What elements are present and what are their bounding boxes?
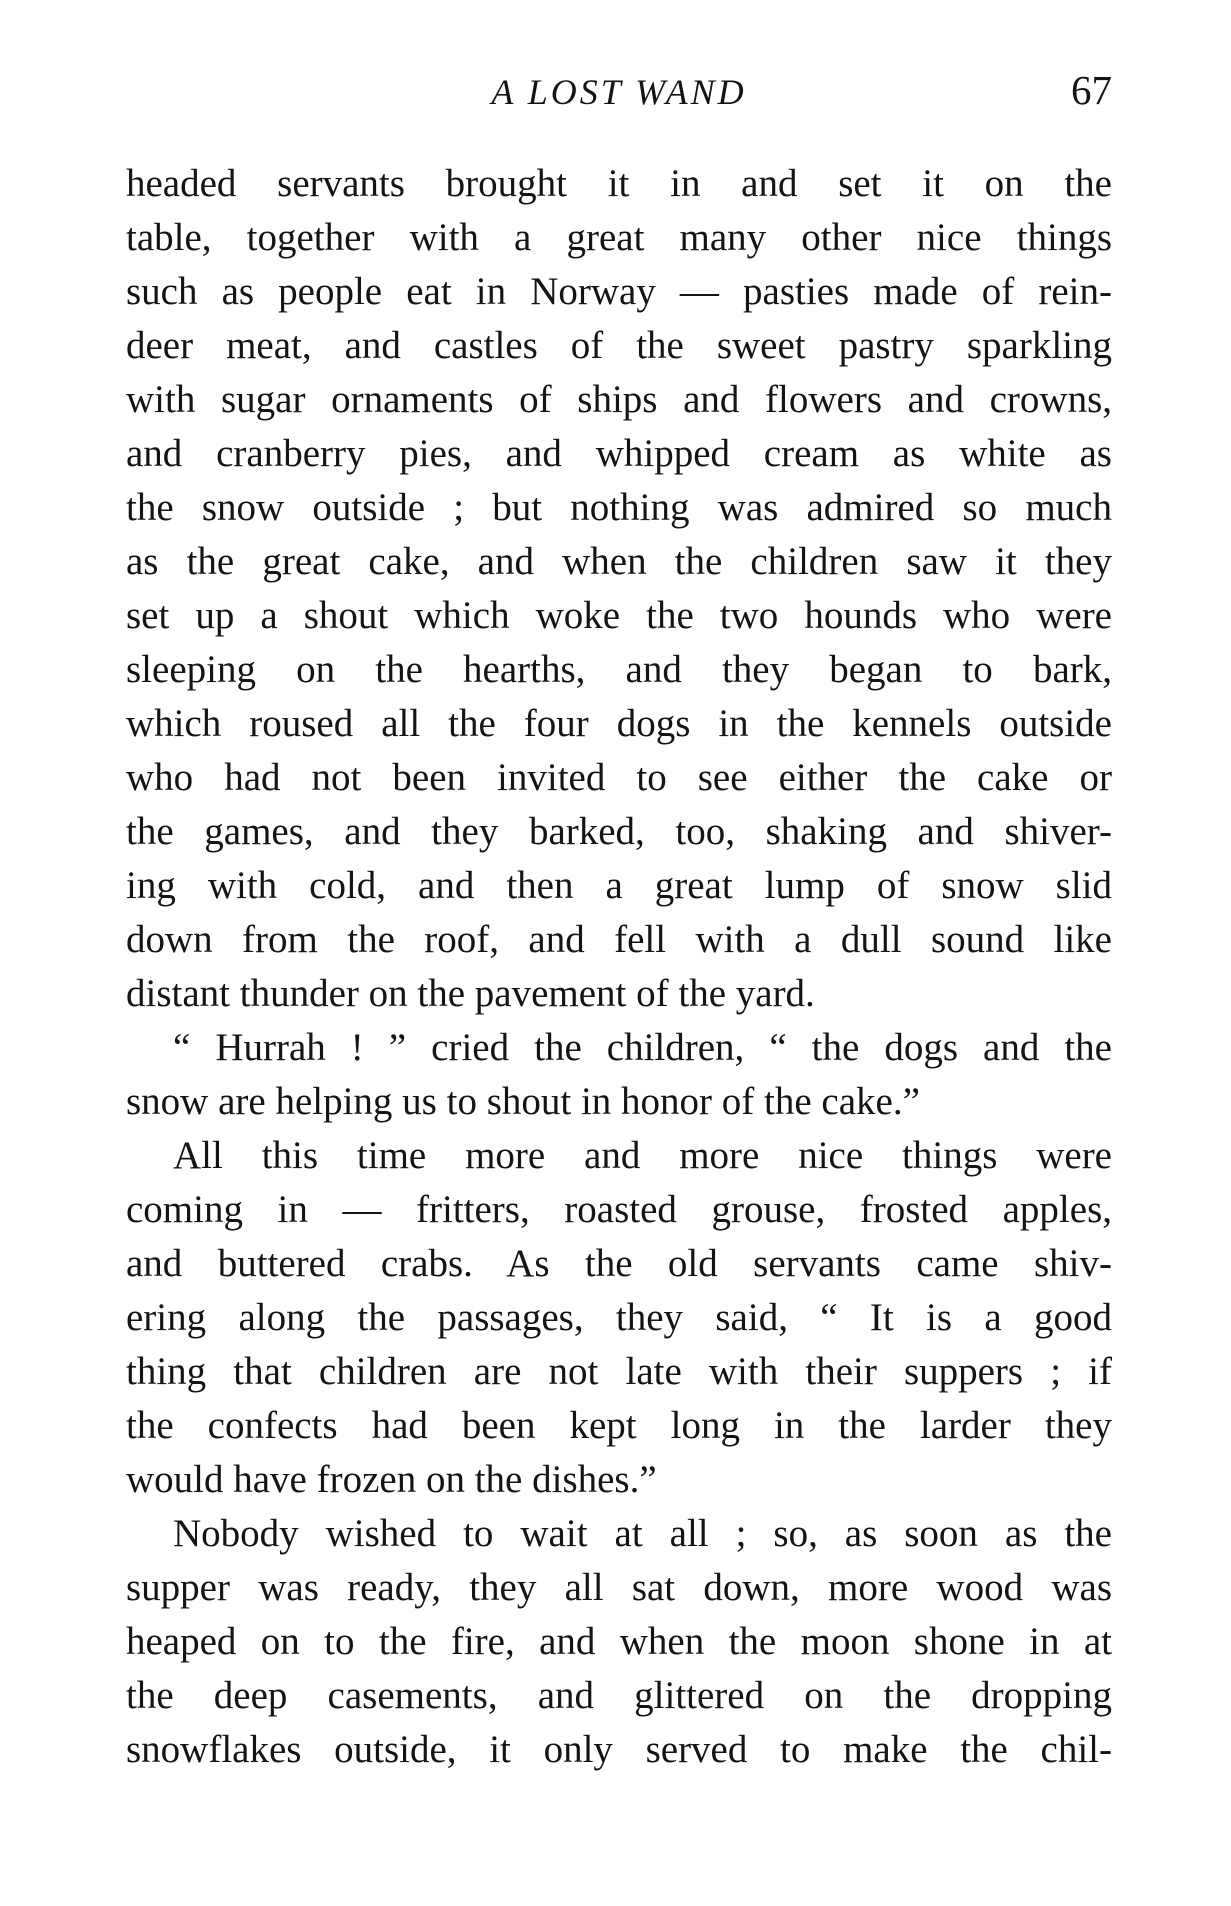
text-line: distant thunder on the pavement of the yard. bbox=[126, 972, 815, 1015]
text-line: would have frozen on the dishes.” bbox=[126, 1458, 657, 1501]
running-head bbox=[126, 60, 1112, 120]
text-line: and cranberry pies, and whipped cream as white as bbox=[126, 432, 1112, 475]
text-line: “ Hurrah ! ” cried the children, “ the dogs and the bbox=[173, 1026, 1112, 1069]
text-line: as the great cake, and when the children saw it they bbox=[126, 540, 1112, 583]
text-line: Nobody wished to wait at all ; so, as soon as the bbox=[173, 1512, 1112, 1555]
text-line: heaped on to the fire, and when the moon shone in at bbox=[126, 1620, 1112, 1663]
text-line: snow are helping us to shout in honor of the cake.” bbox=[126, 1080, 920, 1123]
text-line: headed servants brought it in and set it on the bbox=[126, 162, 1112, 205]
text-line: supper was ready, they all sat down, more wood was bbox=[126, 1566, 1112, 1609]
text-line: set up a shout which woke the two hounds who were bbox=[126, 594, 1112, 637]
paragraph bbox=[126, 1507, 1112, 1777]
text-line: the games, and they barked, too, shaking and shiver- bbox=[126, 810, 1112, 853]
text-line: such as people eat in Norway — pasties made of rein- bbox=[126, 270, 1112, 313]
text-line: table, together with a great many other nice things bbox=[126, 216, 1112, 259]
text-line: All this time more and more nice things were bbox=[173, 1134, 1112, 1177]
page-number: 67 bbox=[1071, 67, 1112, 113]
text-line: ing with cold, and then a great lump of snow slid bbox=[126, 864, 1112, 907]
text-line: the confects had been kept long in the larder they bbox=[126, 1404, 1112, 1447]
paragraph bbox=[126, 157, 1112, 1021]
paragraph bbox=[126, 1129, 1112, 1507]
text-line: snowflakes outside, it only served to make the chil- bbox=[126, 1728, 1112, 1771]
text-line: the snow outside ; but nothing was admired so much bbox=[126, 486, 1112, 529]
text-line: with sugar ornaments of ships and flowers and crowns, bbox=[126, 378, 1112, 421]
paragraph bbox=[126, 1021, 1112, 1129]
text-line: coming in — fritters, roasted grouse, frosted apples, bbox=[126, 1188, 1112, 1231]
text-line: ering along the passages, they said, “ It is a good bbox=[126, 1296, 1112, 1339]
text-line: and buttered crabs. As the old servants came shiv- bbox=[126, 1242, 1112, 1285]
running-title: A LOST WAND bbox=[491, 72, 747, 112]
text-line: who had not been invited to see either the cake or bbox=[126, 756, 1112, 799]
text-line: sleeping on the hearths, and they began to bark, bbox=[126, 648, 1112, 691]
text-line: down from the roof, and fell with a dull sound like bbox=[126, 918, 1112, 961]
text-line: which roused all the four dogs in the kennels outside bbox=[126, 702, 1112, 745]
text-line: deer meat, and castles of the sweet pastry sparkling bbox=[126, 324, 1112, 367]
text-line: the deep casements, and glittered on the dropping bbox=[126, 1674, 1112, 1717]
text-line: thing that children are not late with their suppers ; if bbox=[126, 1350, 1112, 1393]
body-text bbox=[126, 157, 1112, 1777]
